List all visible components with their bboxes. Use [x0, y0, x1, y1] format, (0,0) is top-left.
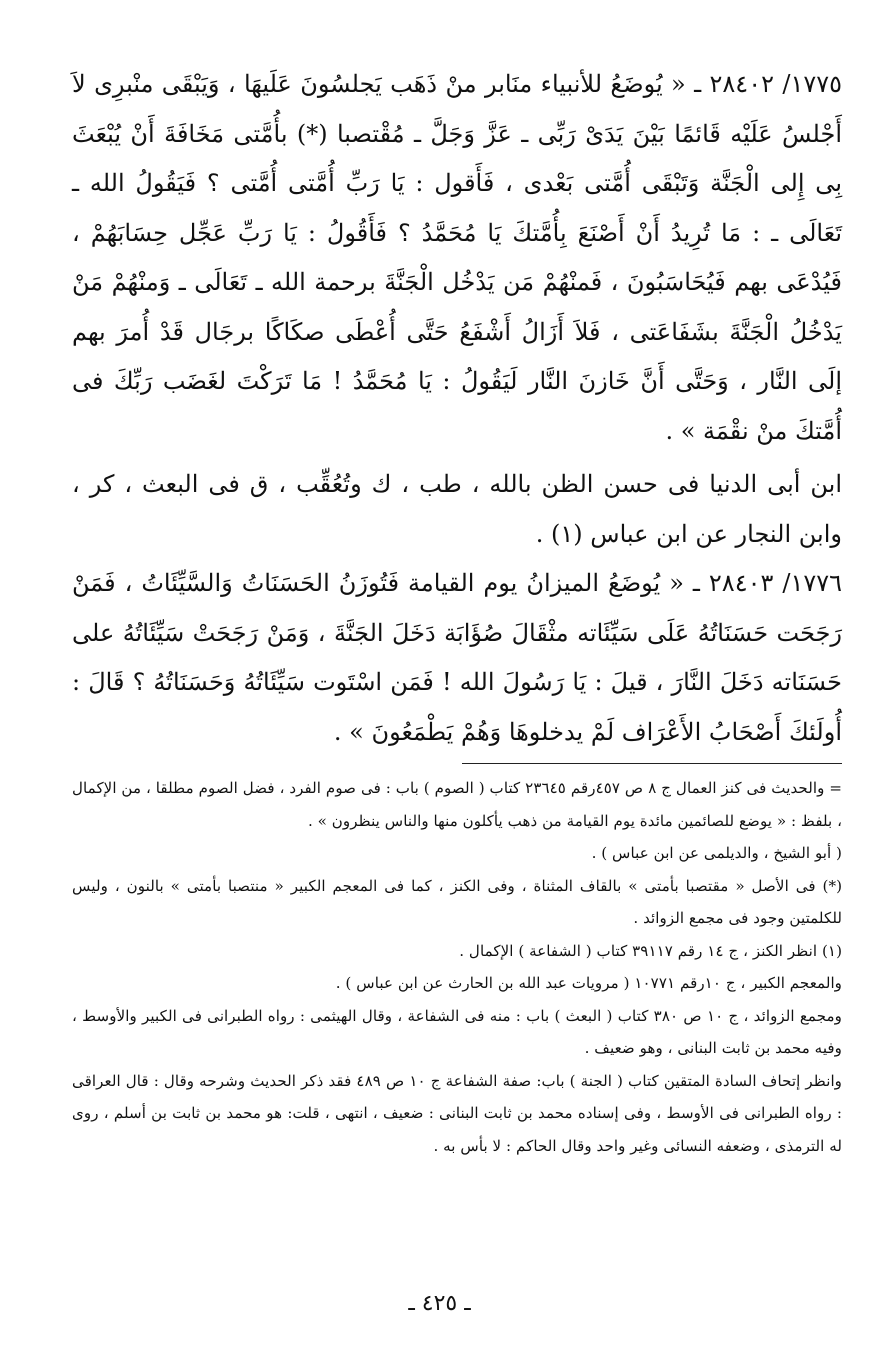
main-text [72, 60, 842, 757]
footnote-1: (١) انظر الكنز ، ج ١٤ رقم ٣٩١١٧ كتاب ( الشفاعة ) الإكمال . [459, 941, 842, 960]
footnote-continued-source: ( أبو الشيخ ، والديلمى عن ابن عباس ) . [591, 844, 842, 862]
footnote-continued: = والحديث فى كنز العمال ج ٨ ص ٤٥٧رقم ٢٣٦٤٥ كتاب ( الصوم ) باب : فى صوم الفرد ، فضل الصوم مطلقا ، من الإكمال ، بلفظ : « يوضع للصائمين مائدة يوم القيامة من ذهب يأكلون منها والناس ينظرون » . [72, 779, 843, 830]
page-number: ـ ٤٢٥ ـ [408, 1291, 471, 1316]
footnote-asterisk: (*) فى الأصل « مقتصبا بأمتى » بالقاف المثناة ، وفى الكنز ، كما فى المعجم الكبير « منتصبا بأمتى » بالنون ، وليس للكلمتين وجود فى مجمع الزوائد . [72, 876, 842, 927]
footnotes [72, 772, 842, 1162]
hadith-1775: ١٧٧٥/ ٢٨٤٠٢ ـ « يُوضَعُ للأنبياء منَابر منْ ذَهَب يَجلسُونَ عَلَيهَا ، وَيَبْقَى منْبرِى لاَ أَجْلسُ عَلَيْه قَائمًا بَيْنَ يَدَىْ رَبِّى ـ عَزَّ وَجَلَّ ـ مُقْتصبا (*) بأُمَّتى مَخَافَةَ أَنْ يُبْعَثَ بِى إِلى الْجَنَّة وَتَبْقَى أُمَّتى بَعْدى ، فَأَقول : يَا رَبِّ أُمَّتى أُمَّتى ؟ فَيَقُولُ الله ـ تَعَالَى ـ : مَا تُرِيدُ أَنْ أَصْنَعَ بِأُمَّتكَ يَا مُحَمَّدُ ؟ فَأَقُولُ : يَا رَبِّ عَجِّل حِسَابَهُمْ ، فَيُدْعَى بهم فَيُحَاسَبُونَ ، فَمنْهُمْ مَن يَدْخُل الْجَنَّةَ برحمة الله ـ تَعَالَى ـ وَمنْهُمْ مَنْ يَدْخُلُ الْجَنَّةَ بشَفَاعَتى ، فَلاَ أَزَالُ أَشْفَعُ حَتَّى أُعْطَى صكَاكًا برجَال قَدْ أُمرَ بهم إلَى النَّار ، وَحَتَّى أَنَّ خَازنَ النَّار لَيَقُولُ : يَا مُحَمَّدُ ! مَا تَرَكْتَ لغَضَب رَبِّكَ فى أُمَّتكَ منْ نقْمَة » . [72, 70, 843, 445]
page-content [72, 60, 842, 1162]
footnote-1-ref-4: وانظر إتحاف السادة المتقين كتاب ( الجنة ) باب: صفة الشفاعة ج ١٠ ص ٤٨٩ فقد ذكر الحديث وشرحه وقال : قال العراقى : رواه الطبرانى فى الأوسط ، وفى إسناده محمد بن ثابت البنانى : ضعيف ، انتهى ، قلت: هو محمد بن ثابت بن أسلم ، روى له الترمذى ، وضعفه النسائى وغير واحد وقال الحاكم : لا بأس به . [72, 1071, 842, 1155]
hadith-1775-sources: ابن أبى الدنيا فى حسن الظن بالله ، طب ، ك وتُعُقِّب ، ق فى البعث ، كر ، وابن النجار عن ابن عباس (١) . [72, 470, 842, 548]
footnote-divider [462, 763, 842, 764]
hadith-1776: ١٧٧٦/ ٢٨٤٠٣ ـ « يُوضَعُ الميزانُ يوم القيامة فَتُوزَنُ الحَسَنَاتُ وَالسَّيِّئَاتُ ، فَمَنْ رَجَحَت حَسَنَاتُهُ عَلَى سَيِّئَاته مثْقَالَ صُؤَابَة دَخَلَ الجَنَّةَ ، وَمَنْ رَجَحَتْ سَيِّئَاتُهُ على حَسَنَاته دَخَلَ النَّارَ ، قيلَ : يَا رَسُولَ الله ! فَمَن اسْتَوت سَيِّئَاتُهُ وَحَسَنَاتُهُ ؟ قَالَ : أُولَئكَ أَصْحَابُ الأَعْرَاف لَمْ يدخلوهَا وَهُمْ يَطْمَعُونَ » . [72, 569, 842, 746]
footnote-1-ref-3: ومجمع الزوائد ، ج ١٠ ص ٣٨٠ كتاب ( البعث ) باب : منه فى الشفاعة ، وقال الهيثمى : رواه الطبرانى فى الكبير والأوسط ، وفيه محمد بن ثابت البنانى ، وهو ضعيف . [72, 1006, 842, 1057]
footnote-1-ref-2: والمعجم الكبير ، ج ١٠رقم ١٠٧٧١ ( مرويات عبد الله بن الحارث عن ابن عباس ) . [335, 974, 842, 992]
